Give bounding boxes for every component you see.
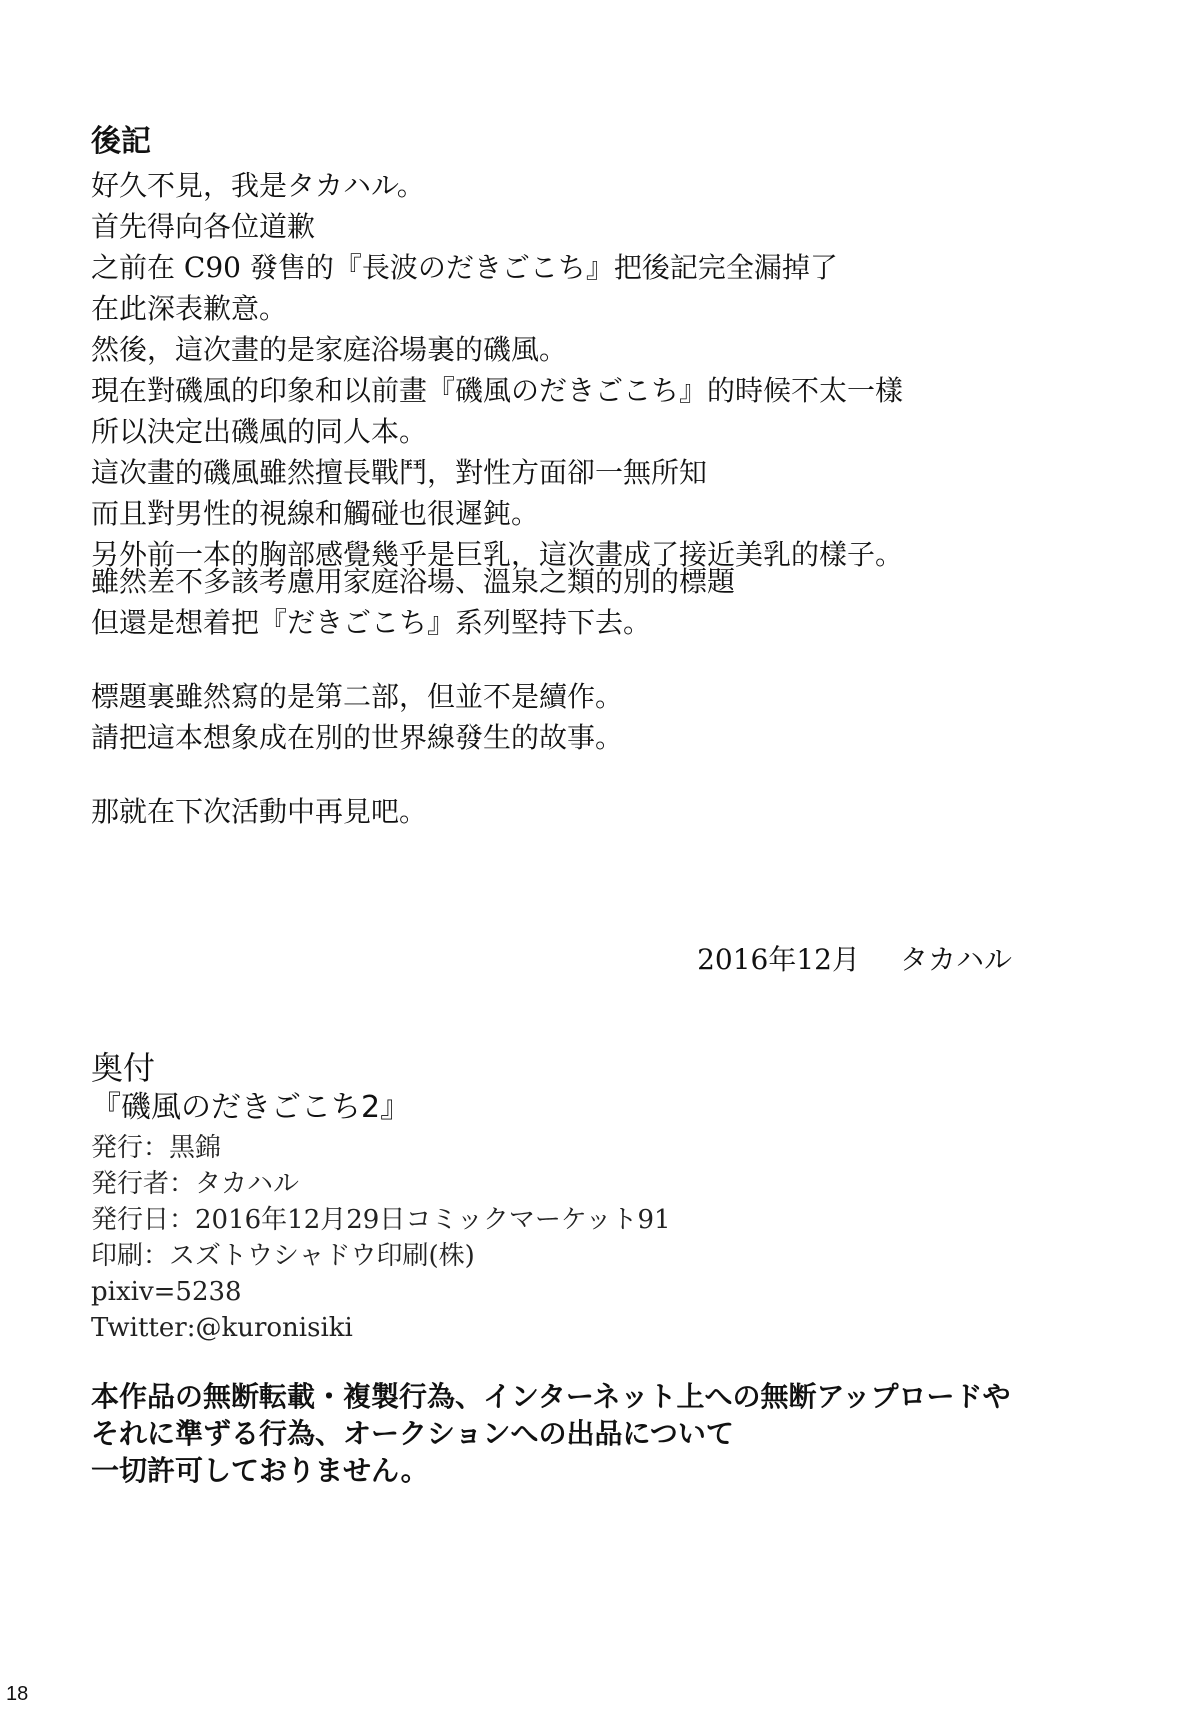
page-number: 18: [6, 1683, 29, 1705]
text-line: 而且對男性的視線和觸碰也很遲鈍。: [91, 497, 540, 530]
colophon-author: 発行者：タカハル: [91, 1169, 300, 1199]
text-line: 請把這本想象成在別的世界線發生的故事。: [91, 721, 624, 754]
afterword-heading: 後記: [91, 124, 151, 159]
text-line: 在此深表歉意。: [91, 292, 288, 325]
copyright-notice: [91, 1378, 1011, 1489]
text-line: 現在對磯風的印象和以前畫『磯風のだきごこち』的時候不太一樣: [91, 374, 904, 407]
colophon-date: 発行日：2016年12月29日コミックマーケット91: [91, 1205, 671, 1235]
afterword-signature: [0, 940, 1012, 980]
text-line: 這次畫的磯風雖然擅長戰鬥，對性方面卻一無所知: [91, 456, 708, 489]
signature-date: 2016年12月: [697, 943, 860, 976]
colophon-publisher: 発行：黒錦: [91, 1133, 222, 1163]
afterword-paragraph-5: [91, 791, 427, 832]
text-line: 那就在下次活動中再見吧。: [91, 795, 428, 828]
colophon-details: [91, 1130, 671, 1346]
text-line: 然後，這次畫的是家庭浴場裏的磯風。: [91, 333, 568, 366]
colophon-twitter: Twitter:@kuronisiki: [91, 1313, 353, 1343]
text-line: 好久不見，我是タカハル。: [91, 169, 425, 202]
signature-author: タカハル: [899, 943, 1012, 976]
text-line: 所以決定出磯風的同人本。: [91, 415, 428, 448]
text-line: 首先得向各位道歉: [91, 210, 316, 243]
text-line: 另外前一本的胸部感覺幾乎是巨乳，這次畫成了接近美乳的樣子。: [91, 538, 904, 571]
colophon-pixiv: pixiv=5238: [91, 1277, 242, 1307]
notice-line: 本作品の無断転載・複製行為、インターネット上への無断アップロードや: [91, 1380, 1011, 1413]
colophon-printer: 印刷：スズトウシャドウ印刷(株): [91, 1241, 475, 1271]
text-line: 之前在 C90 發售的『長波のだきごこち』把後記完全漏掉了: [91, 251, 838, 284]
colophon-book-title: 『磯風のだきごこち2』: [91, 1090, 411, 1125]
afterword-paragraph-4: [91, 676, 623, 758]
afterword-paragraph-1: [91, 165, 838, 329]
colophon-heading: 奥付: [91, 1049, 156, 1087]
text-line: 雖然差不多該考慮用家庭浴場、溫泉之類的別的標題: [91, 565, 736, 598]
text-line: 但還是想着把『だきごこち』系列堅持下去。: [91, 606, 652, 639]
afterword-paragraph-3: [91, 561, 735, 643]
notice-line: それに準ずる行為、オークションへの出品について: [91, 1417, 734, 1450]
text-line: 標題裏雖然寫的是第二部，但並不是續作。: [91, 680, 624, 713]
afterword-paragraph-2: [91, 329, 903, 575]
notice-line: 一切許可しておりません。: [91, 1454, 429, 1487]
